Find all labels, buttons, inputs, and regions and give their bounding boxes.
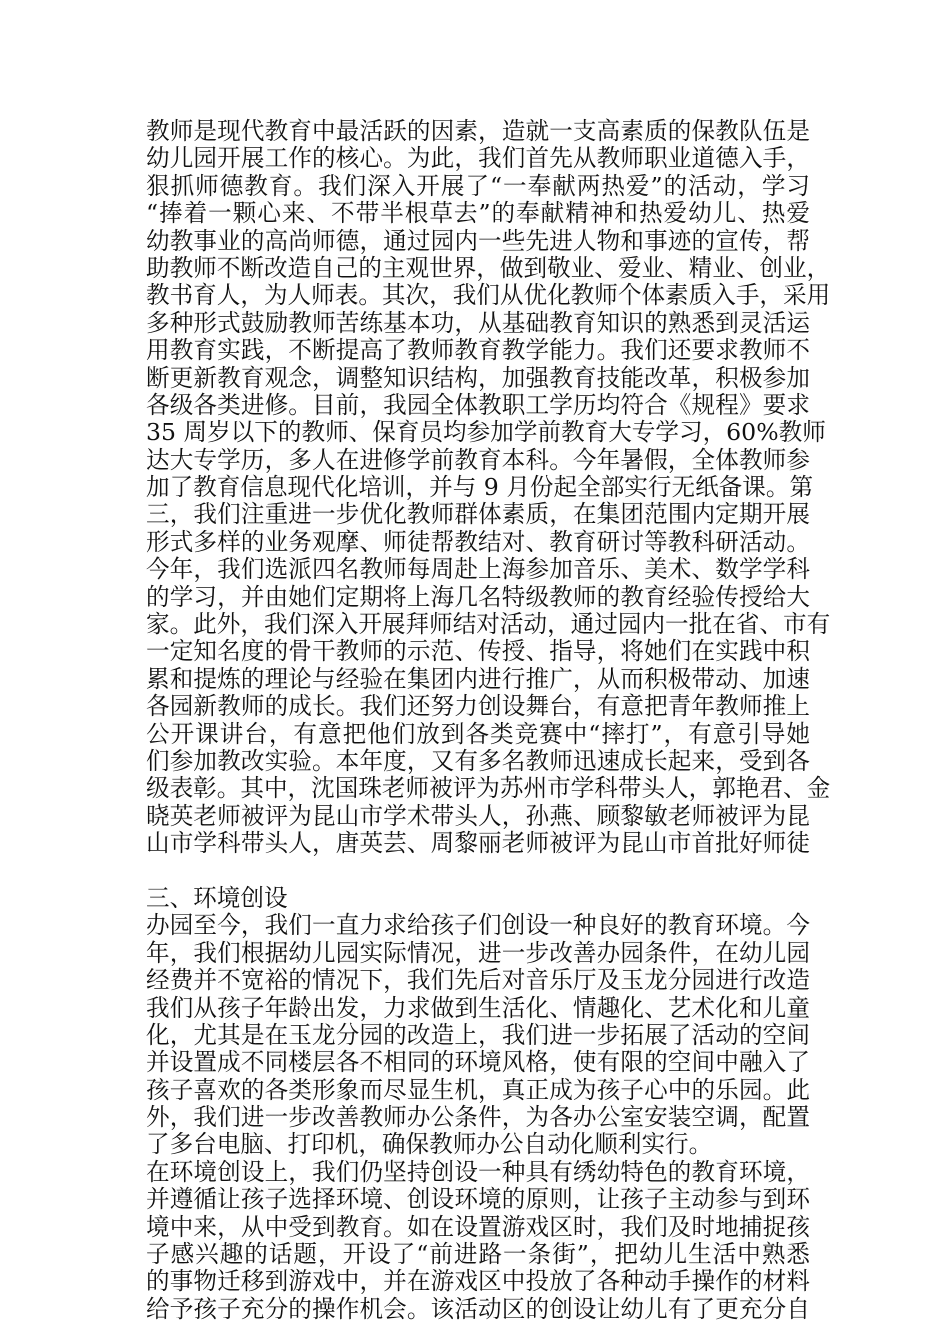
text-line: 用教育实践，不断提高了教师教育教学能力。我们还要求教师不	[146, 336, 810, 365]
text-line: 在环境创设上，我们仍坚持创设一种具有绣幼特色的教育环境，	[146, 1157, 810, 1186]
text-line: 各园新教师的成长。我们还努力创设舞台，有意把青年教师推上	[146, 692, 810, 721]
text-line: 并设置成不同楼层各不相同的环境风格，使有限的空间中融入了	[146, 1048, 810, 1077]
text-line: 多种形式鼓励教师苦练基本功，从基础教育知识的熟悉到灵活运	[146, 308, 810, 337]
text-line: 的事物迁移到游戏中，并在游戏区中投放了各种动手操作的材料	[146, 1267, 810, 1296]
text-line: 家。此外，我们深入开展拜师结对活动，通过园内一批在省、市有	[146, 610, 831, 639]
paragraph-gap	[146, 858, 810, 885]
text-line: 幼儿园开展工作的核心。为此，我们首先从教师职业道德入手，	[146, 144, 810, 173]
text-line: 今年，我们选派四名教师每周赴上海参加音乐、美术、数学学科	[146, 555, 810, 584]
text-line: 给予孩子充分的操作机会。该活动区的创设让幼儿有了更充分自	[146, 1294, 810, 1323]
text-line: 山市学科带头人，唐英芸、周黎丽老师被评为昆山市首批好师徒	[146, 829, 810, 858]
paragraph-environment-improvement	[146, 912, 810, 1159]
text-line: 公开课讲台，有意把他们放到各类竞赛中“摔打”，有意引导她	[146, 719, 810, 748]
text-line: 子感兴趣的话题，开设了“前进路一条街”，把幼儿生活中熟悉	[146, 1240, 810, 1269]
text-line: 助教师不断改造自己的主观世界，做到敬业、爱业、精业、创业，	[146, 253, 831, 282]
text-line: 狠抓师德教育。我们深入开展了“一奉献两热爱”的活动，学习	[146, 171, 810, 200]
text-line: “捧着一颗心来、不带半根草去”的奉献精神和热爱幼儿、热爱	[146, 199, 810, 228]
text-line: 各级各类进修。目前，我园全体教职工学历均符合《规程》要求	[146, 390, 810, 419]
text-line: 级表彰。其中，沈国珠老师被评为苏州市学科带头人，郭艳君、金	[146, 774, 831, 803]
paragraph-environment-creation	[146, 1159, 810, 1323]
text-line: 孩子喜欢的各类形象而尽显生机，真正成为孩子心中的乐园。此	[146, 1075, 810, 1104]
text-line: 了多台电脑、打印机，确保教师办公自动化顺利实行。	[146, 1130, 713, 1159]
text-line: 断更新教育观念，调整知识结构，加强教育技能改革，积极参加	[146, 363, 810, 392]
text-line: 教书育人，为人师表。其次，我们从优化教师个体素质入手，采用	[146, 281, 831, 310]
text-line: 并遵循让孩子选择环境、创设环境的原则，让孩子主动参与到环	[146, 1185, 810, 1214]
text-line: 加了教育信息现代化培训，并与 9 月份起全部实行无纸备课。第	[146, 473, 814, 502]
text-line: 我们从孩子年龄出发，力求做到生活化、情趣化、艺术化和儿童	[146, 993, 810, 1022]
text-line: 们参加教改实验。本年度，又有多名教师迅速成长起来，受到各	[146, 746, 810, 775]
text-line: 境中来，从中受到教育。如在设置游戏区时，我们及时地捕捉孩	[146, 1212, 810, 1241]
text-line: 办园至今，我们一直力求给孩子们创设一种良好的教育环境。今	[146, 911, 810, 940]
text-line: 形式多样的业务观摩、师徒帮教结对、教育研讨等教科研活动。	[146, 527, 810, 556]
text-line: 的学习，并由她们定期将上海几名特级教师的教育经验传授给大	[146, 582, 810, 611]
text-line: 经费并不宽裕的情况下，我们先后对音乐厅及玉龙分园进行改造	[146, 966, 810, 995]
text-line: 累和提炼的理论与经验在集团内进行推广，从而积极带动、加速	[146, 664, 810, 693]
text-line: 晓英老师被评为昆山市学术带头人，孙燕、顾黎敏老师被评为昆	[146, 801, 810, 830]
text-line: 化，尤其是在玉龙分园的改造上，我们进一步拓展了活动的空间	[146, 1020, 810, 1049]
text-line: 教师是现代教育中最活跃的因素，造就一支高素质的保教队伍是	[146, 117, 810, 145]
section-heading: 三、环境创设	[146, 883, 288, 912]
document-page	[146, 117, 831, 1323]
text-line: 年，我们根据幼儿园实际情况，进一步改善办园条件，在幼儿园	[146, 938, 810, 967]
text-line: 35 周岁以下的教师、保育员均参加学前教育大专学习，60%教师	[146, 418, 826, 447]
text-line: 达大专学历，多人在进修学前教育本科。今年暑假，全体教师参	[146, 445, 810, 474]
text-line: 幼教事业的高尚师德，通过园内一些先进人物和事迹的宣传，帮	[146, 226, 810, 255]
text-line: 一定知名度的骨干教师的示范、传授、指导，将她们在实践中积	[146, 637, 810, 666]
text-line: 三，我们注重进一步优化教师群体素质，在集团范围内定期开展	[146, 500, 810, 529]
paragraph-teacher-development	[146, 117, 831, 858]
text-line: 外，我们进一步改善教师办公条件，为各办公室安装空调，配置	[146, 1103, 810, 1132]
